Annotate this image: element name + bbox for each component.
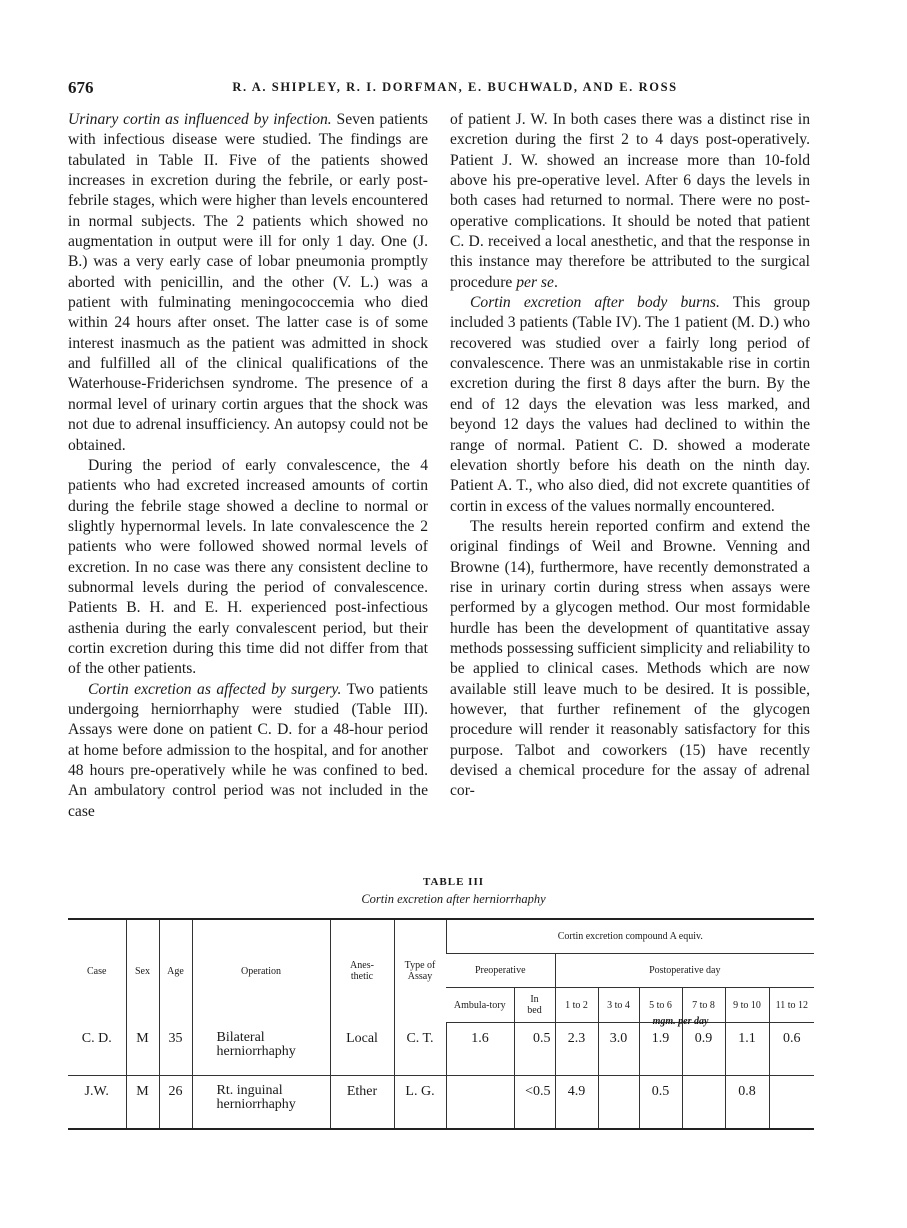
paragraph-discussion: The results herein reported confirm and extend the original findings of Weil and Browne. Venning and Browne (14), furthermore, have recently demonstrated a rise in urinary cortin during stress when assays were performed by a glycogen method. Our most formidable hurdle has been the development of quantitative assay methods possessing sufficient simplicity and reliability to be applied to clinical cases. Methods which are now available still leave much to be desired. It is possible, however, that further refinement of the glycogen procedure will render it reasonably satisfactory for this purpose. Talbot and coworkers (15) have recently devised a chemical procedure for the assay of adrenal cor- bbox=[450, 517, 810, 800]
paragraph-burns-text: This group included 3 patients (Table IV). The 1 patient (M. D.) who recovered was studied over a fairly long period of convalescence. There was an unmistakable rise in cortin excretion during the first 8 days after the burn. By the end of 12 days the elevation was less marked, and beyond 12 days the values had declined to within the range of normal. Patient C. D. showed a moderate elevation shortly before his death on the ninth day. Patient A. T., who also died, did not excrete quantities of cortin in excess of the values normally encountered. bbox=[450, 294, 810, 515]
header-day-7-8: 7 to 8 bbox=[682, 988, 725, 1023]
paragraph-surgery-continued-text: of patient J. W. In both cases there was a distinct rise in excretion during the first 2 to 4 days post-operatively. Patient J. W. showed an increase more than 10-fold above his pre-operative level. After 6 days the levels in both cases had returned to normal. There were no post-operative complications. It should be noted that patient C. D. received a local anesthetic, and that the response in this instance may therefore be attributed to the surgical procedure bbox=[450, 111, 810, 291]
cell-assay: L. G. bbox=[394, 1076, 446, 1130]
header-ambulatory: Ambula-tory bbox=[446, 988, 514, 1023]
header-day-3-4: 3 to 4 bbox=[598, 988, 639, 1023]
units-label: mgm. per day bbox=[652, 1016, 709, 1027]
cell-day-5-6-value: 1.9 bbox=[651, 1031, 670, 1046]
cell-day-1-2: 2.3 bbox=[555, 1023, 598, 1076]
cortin-herniorrhaphy-table bbox=[68, 918, 814, 1130]
cell-operation-line2: herniorrhaphy bbox=[216, 1097, 296, 1112]
left-column bbox=[68, 110, 428, 822]
paragraph-burns bbox=[450, 293, 810, 517]
paragraph-surgery-continued bbox=[450, 110, 810, 293]
cell-day-1-2: 4.9 bbox=[555, 1076, 598, 1130]
cell-age: 35 bbox=[159, 1023, 192, 1076]
paragraph-surgery-continued-end: . bbox=[553, 273, 558, 291]
table-label: TABLE III bbox=[422, 876, 485, 888]
table-row bbox=[68, 1023, 814, 1076]
paragraph-surgery-text: Two patients undergoing herniorrhaphy were studied (Table III). Assays were done on patient C. D. for a 48-hour period at home before admission to the hospital, and for another 48 hours pre-operatively while he was confined to bed. An ambulatory control period was not included in the case bbox=[68, 680, 428, 820]
cell-day-11-12: 0.6 bbox=[769, 1023, 814, 1076]
cell-assay: C. T. bbox=[394, 1023, 446, 1076]
runin-heading-surgery: Cortin excretion as affected by surgery. bbox=[88, 680, 342, 698]
paragraph-infection bbox=[68, 110, 428, 456]
cell-day-3-4 bbox=[598, 1076, 639, 1130]
cell-case: J.W. bbox=[68, 1076, 126, 1130]
paragraph-surgery bbox=[68, 680, 428, 822]
cell-ambulatory bbox=[446, 1076, 514, 1130]
cell-day-5-6: 0.5 bbox=[639, 1076, 682, 1130]
cell-case: C. D. bbox=[81, 1030, 112, 1046]
cell-day-3-4: 3.0 bbox=[598, 1023, 639, 1076]
header-operation: Operation bbox=[192, 919, 330, 1023]
cell-operation-line1: Bilateral bbox=[216, 1029, 265, 1045]
header-day-11-12: 11 to 12 bbox=[769, 988, 814, 1023]
cell-operation-line1: Rt. inguinal bbox=[216, 1083, 283, 1098]
header-type-of-assay: Type of Assay bbox=[394, 919, 446, 1023]
runin-heading-infection: Urinary cortin as influenced by infection. bbox=[68, 111, 332, 128]
header-preoperative: Preoperative bbox=[446, 954, 555, 988]
cell-age: 26 bbox=[159, 1076, 192, 1130]
header-in-bed: In bed bbox=[514, 988, 555, 1023]
paragraph-infection-text: Seven patients with infectious disease were studied. The findings are tabulated in Table II. Five of the patients showed increases in excretion during the febrile, or early post-febrile stages, which were higher than levels encountered in normal subjects. The 2 patients which showed no augmentation in output were ill for only 1 day. One (J. B.) was a very early case of lobar pneumonia promptly aborted with penicillin, and the other (V. L.) was a patient with fulminating meningococcemia who died within 24 hours after onset. The latter case is of some interest inasmuch as the patient was admitted in shock and fulfilled all of the clinical qualifications of the Waterhouse-Friderichsen syndrome. The presence of a normal level of urinary cortin argues that the shock was not due to adrenal insufficiency. An autopsy could not be obtained. bbox=[68, 111, 428, 454]
cell-in-bed: <0.5 bbox=[514, 1076, 555, 1130]
cell-operation bbox=[192, 1023, 330, 1076]
cell-in-bed: 0.5 bbox=[514, 1023, 555, 1076]
header-sex: Sex bbox=[126, 919, 159, 1023]
cell-day-7-8 bbox=[682, 1076, 725, 1130]
cell-sex: M bbox=[126, 1076, 159, 1130]
table-row bbox=[68, 1076, 814, 1130]
cell-day-7-8: 0.9 bbox=[682, 1023, 725, 1076]
runin-heading-burns: Cortin excretion after body burns. bbox=[470, 294, 720, 312]
header-day-1-2: 1 to 2 bbox=[555, 988, 598, 1023]
cell-day-9-10: 0.8 bbox=[725, 1076, 769, 1130]
cell-anesthetic: Ether bbox=[330, 1076, 394, 1130]
cell-ambulatory: 1.6 bbox=[446, 1023, 514, 1076]
paragraph-convalescence: During the period of early convalescence, the 4 patients who had excreted increased amounts of cortin during the febrile stage showed a decline to normal or slightly hypernormal levels. In late convalescence the 2 patients who were followed showed normal levels of excretion. In no case was there any consistent decline to subnormal levels during the period of convalescence. Patients B. H. and E. H. experienced post-infectious asthenia during the early convalescent period, but their cortin excretion during this time did not differ from that of the other patients. bbox=[68, 456, 428, 678]
right-column bbox=[450, 110, 810, 802]
header-age: Age bbox=[159, 919, 192, 1023]
per-se-italic: per se bbox=[516, 273, 554, 291]
cell-operation bbox=[192, 1076, 330, 1130]
header-postoperative-day: Postoperative day bbox=[555, 954, 814, 988]
cell-operation-line2: herniorrhaphy bbox=[216, 1043, 296, 1059]
cell-anesthetic: Local bbox=[330, 1023, 394, 1076]
header-day-9-10: 9 to 10 bbox=[725, 988, 769, 1023]
cell-day-11-12 bbox=[769, 1076, 814, 1130]
header-cortin-excretion-group: Cortin excretion compound A equiv. bbox=[446, 919, 814, 954]
table-caption: Cortin excretion after herniorrhaphy bbox=[361, 892, 546, 906]
cell-day-9-10: 1.1 bbox=[725, 1023, 769, 1076]
page-number: 676 bbox=[68, 78, 94, 97]
running-head-authors: R. A. SHIPLEY, R. I. DORFMAN, E. BUCHWALD, AND E. ROSS bbox=[232, 80, 678, 94]
header-case: Case bbox=[87, 965, 107, 977]
header-day-5-6: 5 to 6 bbox=[639, 988, 682, 1023]
cell-sex: M bbox=[126, 1023, 159, 1076]
header-anesthetic: Anes-thetic bbox=[330, 919, 394, 1023]
